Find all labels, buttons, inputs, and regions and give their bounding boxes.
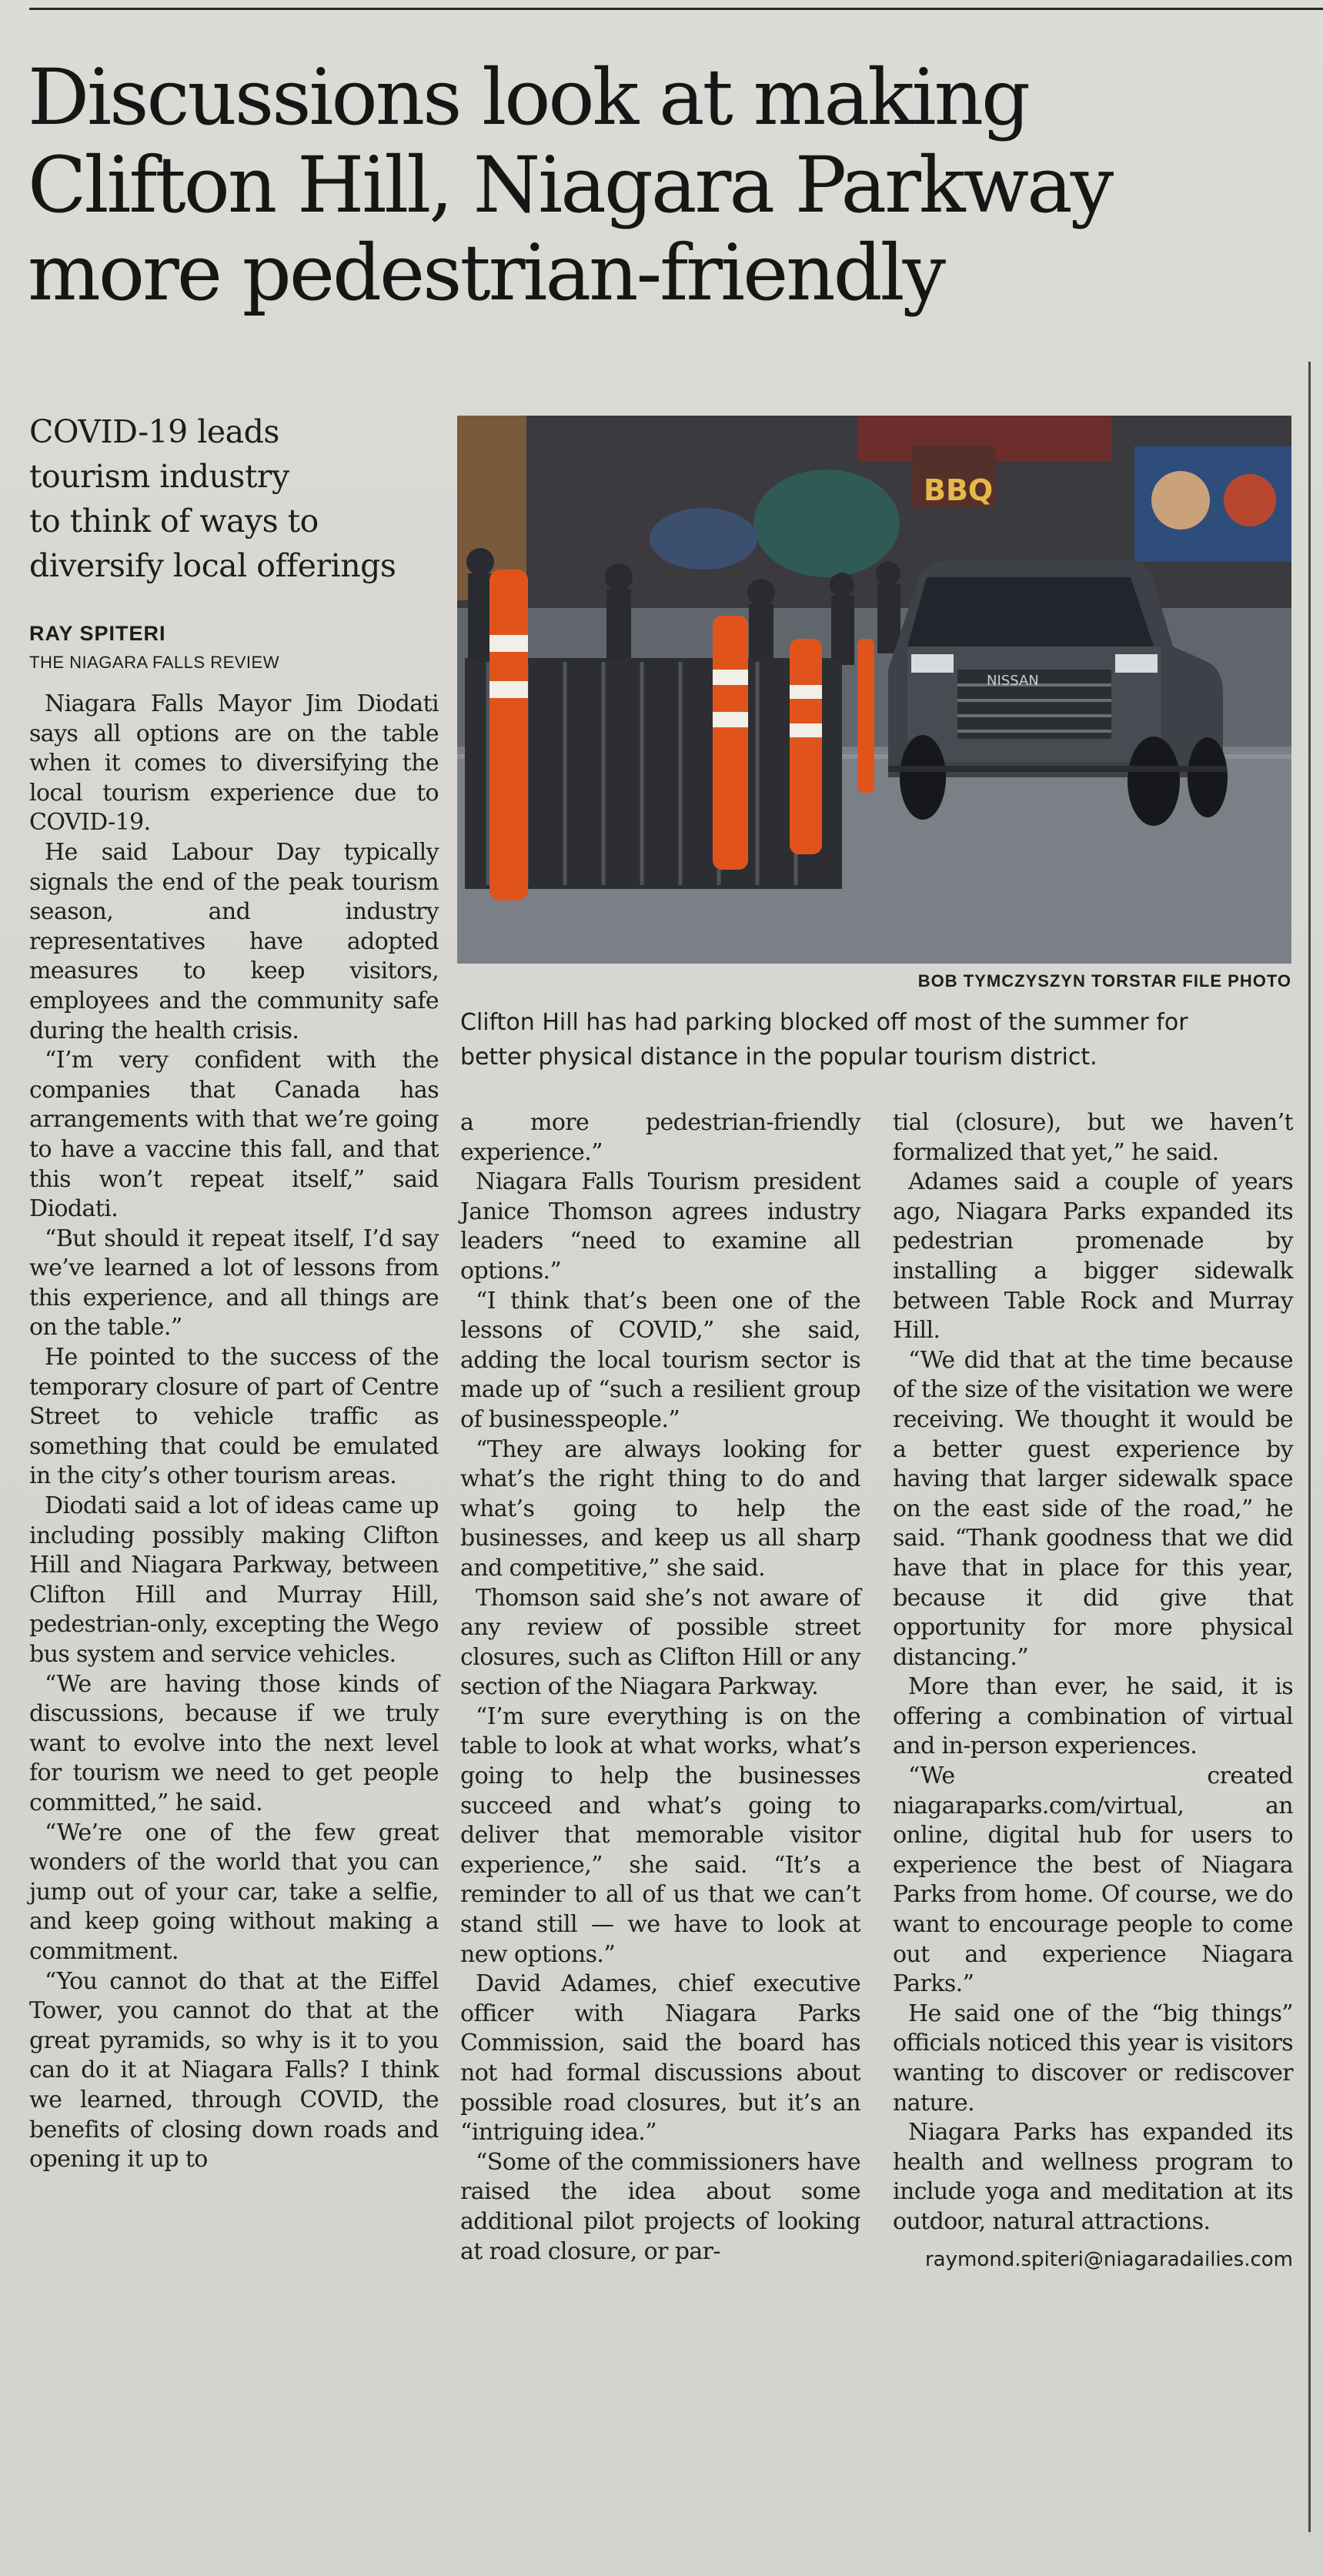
paragraph: “They are always looking for what’s the right thing to do and what’s going to help the businesses, and keep us all sharp and competitive,” she said. xyxy=(460,1435,860,1582)
paragraph: More than ever, he said, it is offering a combination of virtual and in-person experiences. xyxy=(893,1673,1293,1760)
article-column-3 xyxy=(893,1108,1293,2274)
headline-line: Discussions look at making xyxy=(28,52,1029,142)
news-photo xyxy=(457,416,1291,964)
bbq-sign-text: BBQ xyxy=(924,473,994,507)
subheadline-line: to think of ways to xyxy=(29,503,319,540)
paragraph: David Adames, chief executive officer with Niagara Parks Commission, said the board has not had formal discussions about possible road closures, but it’s an “intriguing idea.” xyxy=(460,1970,860,2147)
photo-credit: BOB TYMCZYSZYN TORSTAR FILE PHOTO xyxy=(917,971,1291,991)
article-column-2 xyxy=(460,1108,860,2267)
paragraph: He said Labour Day typically signals the end of the peak tourism season, and industry representatives have adopted measures to keep visitors, employees and the community safe during the health crisis. xyxy=(29,838,439,1044)
headline xyxy=(28,54,1290,317)
author-email[interactable]: raymond.spiteri@niagaradailies.com xyxy=(924,2247,1293,2271)
paragraph: “We did that at the time because of the size of the visitation we were receiving. We thought it would be a better guest experience by having that larger sidewalk space on the east side of the road,” he said. “Thank goodness that we did have that in place for this year, because it did give that opportunity for more physical distancing.” xyxy=(893,1346,1293,1671)
headline-line: more pedestrian-friendly xyxy=(28,228,944,318)
paragraph: Adames said a couple of years ago, Niagara Parks expanded its pedestrian promenade by installing a bigger sidewalk between Table Rock and Murray Hill. xyxy=(893,1168,1293,1345)
caption-line: Clifton Hill has had parking blocked off most of the summer for xyxy=(460,1009,1188,1036)
caption-line: better physical distance in the popular tourism district. xyxy=(460,1044,1097,1071)
paragraph: “But should it repeat itself, I’d say we’ve learned a lot of lessons from this experience, and all things are on the table.” xyxy=(29,1225,439,1341)
paragraph: “We are having those kinds of discussions, because if we truly want to evolve into the next level for tourism we need to get people committed,” he said. xyxy=(29,1670,439,1816)
paragraph: Niagara Falls Tourism president Janice Thomson agrees industry leaders “need to examine all options.” xyxy=(460,1168,860,1285)
subheadline-line: diversify local offerings xyxy=(29,547,396,584)
headline-line: Clifton Hill, Niagara Parkway xyxy=(28,140,1112,230)
paragraph: Diodati said a lot of ideas came up including possibly making Clifton Hill and Niagara Parkway, between Clifton Hill and Murray Hill, pedestrian-only, excepting the Wego bus system and service vehicles. xyxy=(29,1492,439,1668)
paragraph: “I’m very confident with the companies that Canada has arrangements with that we’re going to have a vaccine this fall, and that this won’t repeat itself,” said Diodati. xyxy=(29,1047,439,1223)
paragraph: a more pedestrian-friendly experience.” xyxy=(460,1109,860,1166)
subheadline-line: COVID-19 leads xyxy=(29,413,279,450)
paragraph: “Some of the commissioners have raised the idea about some additional pilot projects of looking at road closure, or par- xyxy=(460,2148,860,2265)
nissan-badge-text: NISSAN xyxy=(987,673,1039,689)
subheadline-line: tourism industry xyxy=(29,458,289,495)
paragraph: “You cannot do that at the Eiffel Tower, you cannot do that at the great pyramids, so why is it to you can do it at Niagara Falls? I think we learned, through COVID, the benefits of closing down roads and opening it up to xyxy=(29,1967,439,2173)
street-scene-illustration xyxy=(457,416,1291,964)
paragraph: Niagara Falls Mayor Jim Diodati says all options are on the table when it comes to diversifying the local tourism experience due to COVID-19. xyxy=(29,690,439,837)
byline-affiliation: THE NIAGARA FALLS REVIEW xyxy=(29,653,279,672)
paragraph: “I think that’s been one of the lessons of COVID,” she said, adding the local tourism sector is made up of “such a resilient group of businesspeople.” xyxy=(460,1287,860,1433)
paragraph: “We created niagaraparks.com/virtual, an online, digital hub for users to experience the best of Niagara Parks from home. Of course, we do want to encourage people to come out and experience Niagara Parks.” xyxy=(893,1762,1293,1998)
top-rule xyxy=(29,8,1323,10)
photo-caption xyxy=(460,1005,1291,1074)
paragraph: Niagara Parks has expanded its health and wellness program to include yoga and meditation at its outdoor, natural attractions. xyxy=(893,2119,1293,2235)
paragraph: He said one of the “big things” officials noticed this year is visitors wanting to discover or rediscover nature. xyxy=(893,2000,1293,2117)
paragraph: tial (closure), but we haven’t formalized that yet,” he said. xyxy=(893,1109,1293,1166)
paragraph: Thomson said she’s not aware of any review of possible street closures, such as Clifton Hill or any section of the Niagara Parkway. xyxy=(460,1584,860,1701)
paragraph: “I’m sure everything is on the table to look at what works, what’s going to help the businesses succeed and what’s going to deliver that memorable visitor experience,” she said. “It’s a reminder to all of us that we can’t stand still — we have to look at new options.” xyxy=(460,1702,860,1968)
paragraph: “We’re one of the few great wonders of the world that you can jump out of your car, take a selfie, and keep going without making a commitment. xyxy=(29,1819,439,1965)
article-column-1 xyxy=(29,690,439,2175)
byline: RAY SPITERI xyxy=(29,622,166,645)
paragraph: He pointed to the success of the temporary closure of part of Centre Street to vehicle traffic as something that could be emulated in the city’s other tourism areas. xyxy=(29,1344,439,1490)
column-rule xyxy=(1308,362,1311,2532)
subheadline xyxy=(29,409,445,588)
